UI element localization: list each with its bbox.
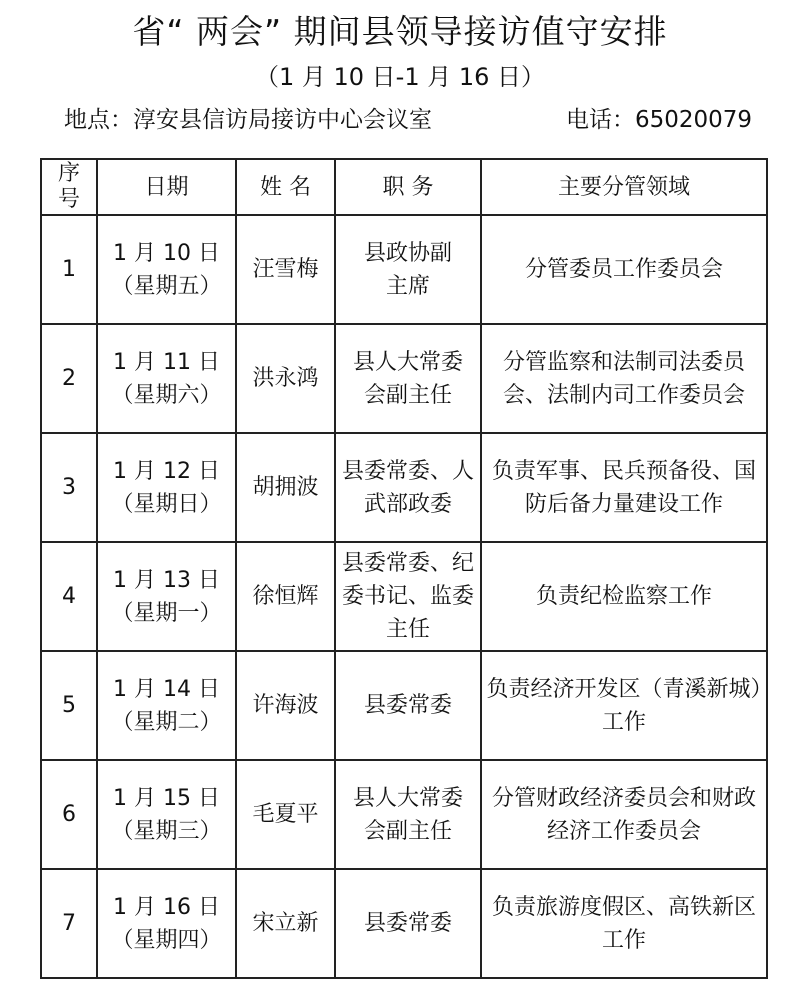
location-text: 地点：淳安县信访局接访中心会议室 [64, 107, 432, 133]
row-position: 县人大常委会副主任 [335, 324, 481, 433]
page-title: 省“ 两会” 期间县领导接访值守安排 [132, 12, 668, 51]
row-date-weekday: （星期日） [111, 491, 222, 517]
row-date-weekday: （星期一） [111, 600, 222, 626]
row-date-day: 1 月 14 日 [113, 676, 220, 702]
row-date-day: 1 月 12 日 [113, 458, 220, 484]
row-date-day: 1 月 10 日 [113, 240, 220, 266]
row-area: 分管监察和法制司法委员会、法制内司工作委员会 [481, 324, 767, 433]
row-date [97, 215, 236, 324]
row-date [97, 651, 236, 760]
row-date [97, 760, 236, 869]
date-range: （1 月 10 日-1 月 16 日） [254, 63, 546, 91]
row-name: 洪永鸿 [236, 324, 335, 433]
row-seq: 7 [41, 869, 97, 978]
row-name: 胡拥波 [236, 433, 335, 542]
row-name: 汪雪梅 [236, 215, 335, 324]
row-seq: 2 [41, 324, 97, 433]
table-row [41, 760, 767, 869]
column-header-position: 职 务 [335, 159, 481, 215]
row-date-day: 1 月 11 日 [113, 349, 220, 375]
schedule-table [40, 158, 768, 979]
column-header-seq [41, 159, 97, 215]
row-area: 分管委员工作委员会 [481, 215, 767, 324]
row-name: 毛夏平 [236, 760, 335, 869]
row-position: 县人大常委会副主任 [335, 760, 481, 869]
row-date-weekday: （星期四） [111, 927, 222, 953]
row-name: 徐恒辉 [236, 542, 335, 651]
table-header-row [41, 159, 767, 215]
row-date-weekday: （星期五） [111, 273, 222, 299]
table-row [41, 215, 767, 324]
row-date-day: 1 月 16 日 [113, 894, 220, 920]
row-date-weekday: （星期六） [111, 382, 222, 408]
column-header-date: 日期 [97, 159, 236, 215]
row-date [97, 324, 236, 433]
column-header-name: 姓 名 [236, 159, 335, 215]
row-area: 分管财政经济委员会和财政经济工作委员会 [481, 760, 767, 869]
row-date [97, 542, 236, 651]
table-row [41, 324, 767, 433]
row-seq: 1 [41, 215, 97, 324]
row-area: 负责经济开发区（青溪新城）工作 [481, 651, 767, 760]
column-header-area: 主要分管领域 [481, 159, 767, 215]
table-row [41, 869, 767, 978]
table-row [41, 651, 767, 760]
row-date-weekday: （星期二） [111, 709, 222, 735]
row-date [97, 869, 236, 978]
row-seq: 4 [41, 542, 97, 651]
phone-text: 电话：65020079 [566, 107, 753, 133]
row-date-day: 1 月 13 日 [113, 567, 220, 593]
row-seq: 6 [41, 760, 97, 869]
row-seq: 5 [41, 651, 97, 760]
row-area: 负责纪检监察工作 [481, 542, 767, 651]
row-position: 县委常委、纪委书记、监委主任 [335, 542, 481, 651]
row-area: 负责军事、民兵预备役、国防后备力量建设工作 [481, 433, 767, 542]
table-row [41, 433, 767, 542]
row-position: 县委常委 [335, 651, 481, 760]
row-seq: 3 [41, 433, 97, 542]
row-date [97, 433, 236, 542]
row-position: 县委常委、人武部政委 [335, 433, 481, 542]
row-position: 县政协副主席 [335, 215, 481, 324]
row-name: 许海波 [236, 651, 335, 760]
row-date-day: 1 月 15 日 [113, 785, 220, 811]
table-row [41, 542, 767, 651]
row-date-weekday: （星期三） [111, 818, 222, 844]
row-name: 宋立新 [236, 869, 335, 978]
column-header-seq-line2: 号 [57, 187, 80, 212]
column-header-seq-line1: 序 [57, 161, 80, 186]
row-position: 县委常委 [335, 869, 481, 978]
row-area: 负责旅游度假区、高铁新区工作 [481, 869, 767, 978]
